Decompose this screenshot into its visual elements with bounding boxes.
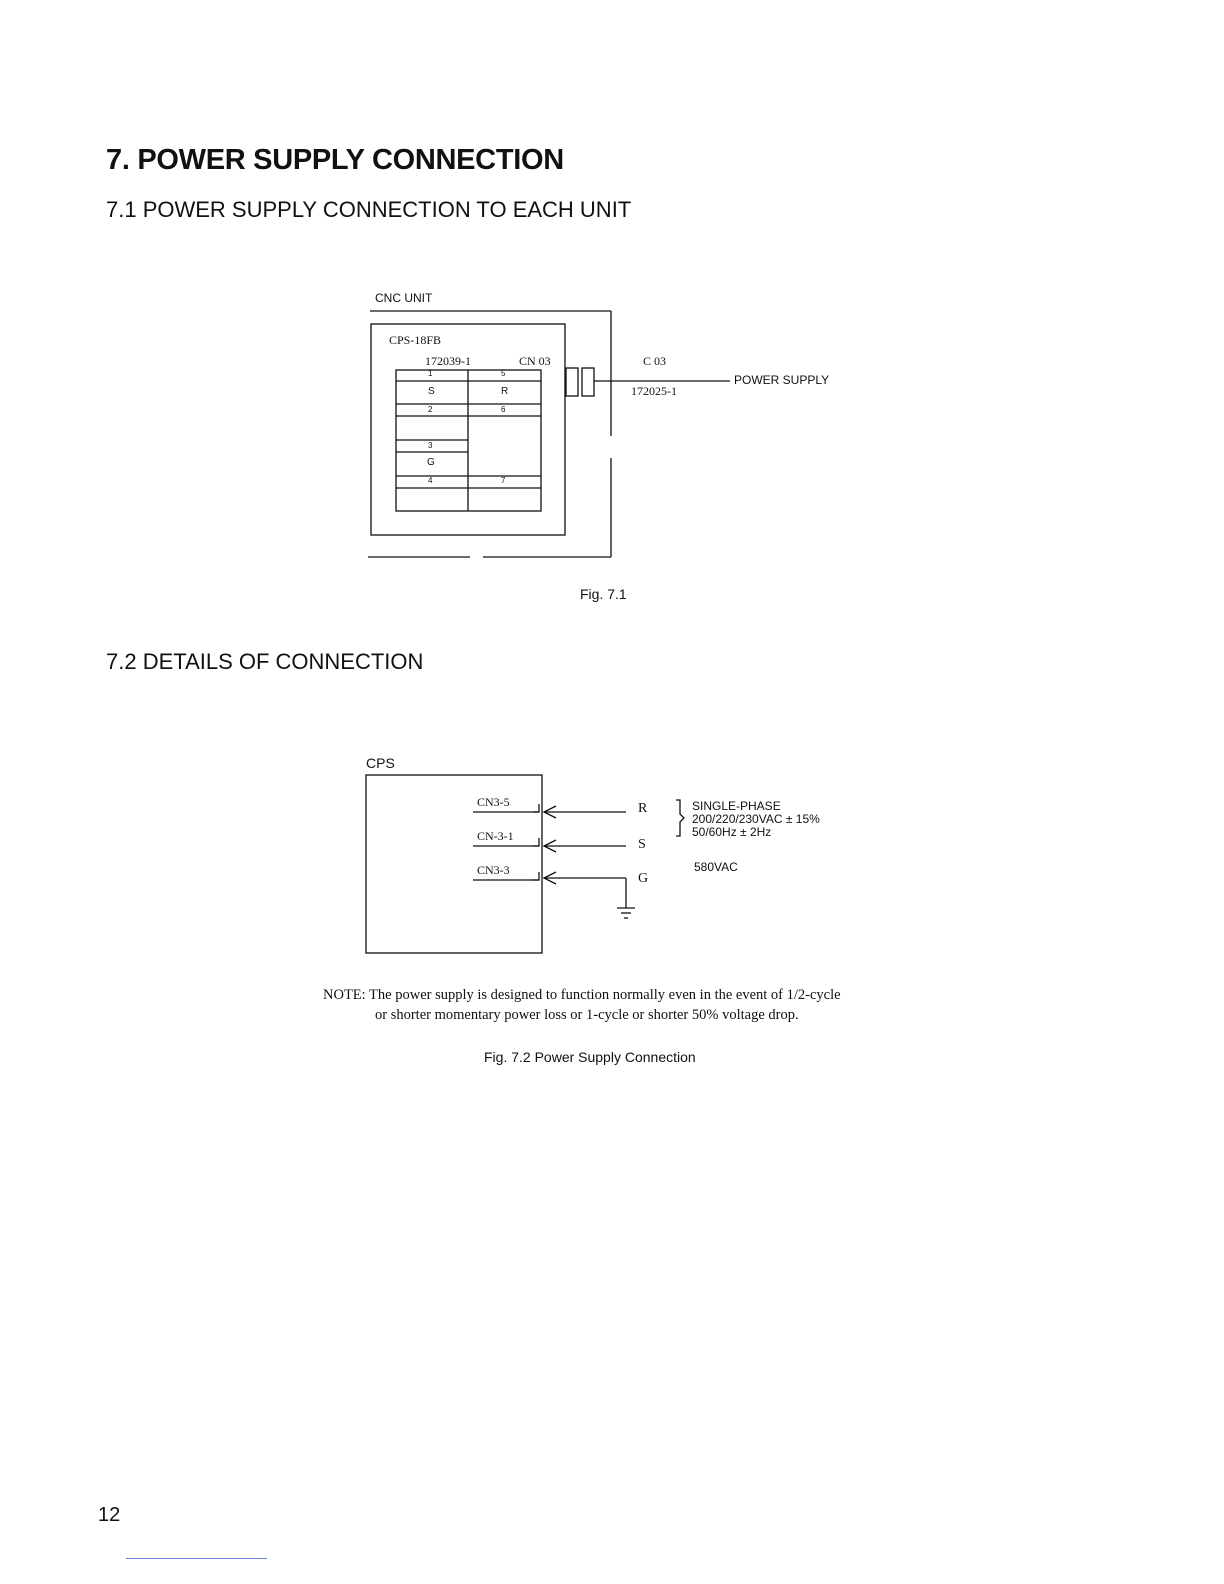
phase-s-label: S	[638, 837, 646, 852]
power-supply-label: POWER SUPPLY	[734, 373, 830, 387]
connector-label: CN 03	[519, 354, 551, 368]
pin-3-label: 3	[428, 441, 433, 450]
board-label: CPS-18FB	[389, 333, 442, 347]
section-title: 7. POWER SUPPLY CONNECTION	[106, 144, 564, 176]
terminal-cn3-5: CN3-5	[477, 795, 510, 809]
spec-voltage: 200/220/230VAC ± 15%	[692, 812, 820, 826]
terminal-cn-3-1: CN-3-1	[477, 829, 514, 843]
page-number: 12	[98, 1504, 121, 1526]
pin-5-label: 5	[501, 369, 506, 378]
subsection-title-7-2: 7.2 DETAILS OF CONNECTION	[106, 649, 424, 674]
pin-2-label: 2	[428, 405, 433, 414]
pin-g-label: G	[427, 457, 435, 468]
board-part-number: 172039-1	[425, 354, 471, 368]
figure-7-1-caption: Fig. 7.1	[580, 586, 627, 602]
phase-r-label: R	[638, 801, 648, 816]
figure-7-2-caption: Fig. 7.2 Power Supply Connection	[484, 1049, 696, 1065]
terminal-cn3-3: CN3-3	[477, 863, 510, 877]
subsection-title-7-1: 7.1 POWER SUPPLY CONNECTION TO EACH UNIT	[106, 197, 632, 222]
plug-part-number: 172025-1	[631, 384, 677, 398]
spec-frequency: 50/60Hz ± 2Hz	[692, 825, 772, 839]
pin-7-label: 7	[501, 476, 506, 485]
pin-4-label: 4	[428, 476, 433, 485]
plug-label: C 03	[643, 354, 667, 368]
pin-6-label: 6	[501, 405, 506, 414]
footer-rule	[126, 1558, 267, 1559]
cps-box	[366, 775, 542, 953]
spec-single-phase: SINGLE-PHASE	[692, 799, 781, 813]
pin-r-label: R	[501, 386, 509, 397]
spec-withstand-voltage: 580VAC	[694, 860, 738, 874]
ground-g-label: G	[638, 871, 649, 886]
note-line-1: NOTE: The power supply is designed to function normally even in the event of 1/2-cycle	[323, 987, 841, 1003]
note-line-2: or shorter momentary power loss or 1-cycle or shorter 50% voltage drop.	[375, 1007, 799, 1023]
pin-1-label: 1	[428, 369, 433, 378]
cps-label: CPS	[366, 755, 395, 771]
cnc-unit-label: CNC UNIT	[375, 291, 433, 305]
pin-s-label: S	[428, 386, 435, 397]
brace	[676, 800, 684, 836]
